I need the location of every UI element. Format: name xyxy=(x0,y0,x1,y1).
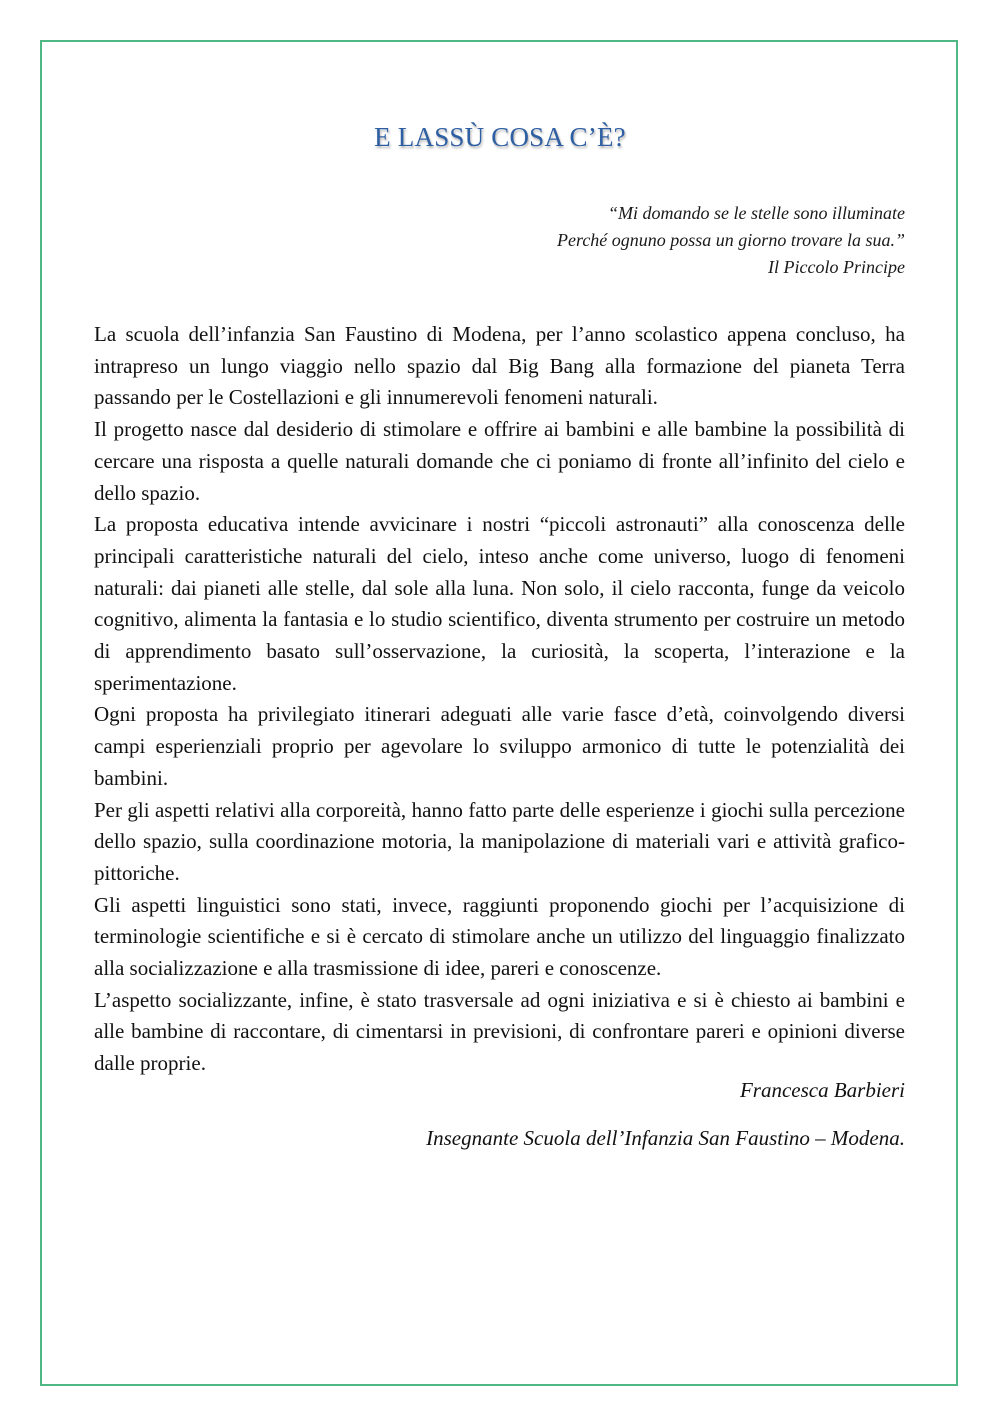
body-paragraph: Per gli aspetti relativi alla corporeità, hanno fatto parte delle esperienze i giochi sulla percezione dello spazio, sulla coordinazione motoria, la manipolazione di materiali vari e attività grafico-pittoriche. xyxy=(94,797,905,885)
body-paragraph: La scuola dell’infanzia San Faustino di Modena, per l’anno scolastico appena concluso, ha intrapreso un lungo viaggio nello spazio dal Big Bang alla formazione del pianeta Terra passando per le Costellazioni e gli innumerevoli fenomeni naturali. xyxy=(94,322,905,410)
body-text xyxy=(94,319,905,1080)
epigraph-quote xyxy=(305,200,905,281)
epigraph-line: “Mi domando se le stelle sono illuminate xyxy=(608,203,905,223)
signature-role: Insegnante Scuola dell’Infanzia San Faustino – Modena. xyxy=(426,1126,905,1150)
body-paragraph: La proposta educativa intende avvicinare i nostri “piccoli astronauti” alla conoscenza delle principali caratteristiche naturali del cielo, inteso anche come universo, luogo di fenomeni naturali: dai pianeti alle stelle, dal sole alla luna. Non solo, il cielo racconta, funge da veicolo cognitivo, alimenta la fantasia e lo studio scientifico, diventa strumento per costruire un metodo di apprendimento basato sull’osservazione, la curiosità, la scoperta, l’interazione e la sperimentazione. xyxy=(94,512,905,695)
signature-name: Francesca Barbieri xyxy=(739,1078,905,1102)
epigraph-source: Il Piccolo Principe xyxy=(768,257,905,277)
body-paragraph: L’aspetto socializzante, infine, è stato trasversale ad ogni iniziativa e si è chiesto ai bambini e alle bambine di raccontare, di cimentarsi in previsioni, di confrontare pareri e opinioni diverse dalle proprie. xyxy=(94,987,905,1076)
page-title: E LASSÙ COSA C’È? xyxy=(374,122,626,152)
epigraph-line: Perché ognuno possa un giorno trovare la sua.” xyxy=(557,230,905,250)
body-paragraph: Gli aspetti linguistici sono stati, invece, raggiunti proponendo giochi per l’acquisizione di terminologie scientifiche e si è cercato di stimolare anche un utilizzo del linguaggio finalizzato alla socializzazione e alla trasmissione di idee, pareri e conoscenze. xyxy=(94,892,905,981)
body-paragraph: Ogni proposta ha privilegiato itinerari adeguati alle varie fasce d’età, coinvolgendo diversi campi esperienziali proprio per agevolare lo sviluppo armonico di tutte le potenzialità dei bambini. xyxy=(94,702,905,790)
signature-block xyxy=(205,1075,905,1153)
body-paragraph: Il progetto nasce dal desiderio di stimolare e offrire ai bambini e alle bambine la possibilità di cercare una risposta a quelle naturali domande che ci poniamo di fronte all’infinito del cielo e dello spazio. xyxy=(94,417,905,505)
